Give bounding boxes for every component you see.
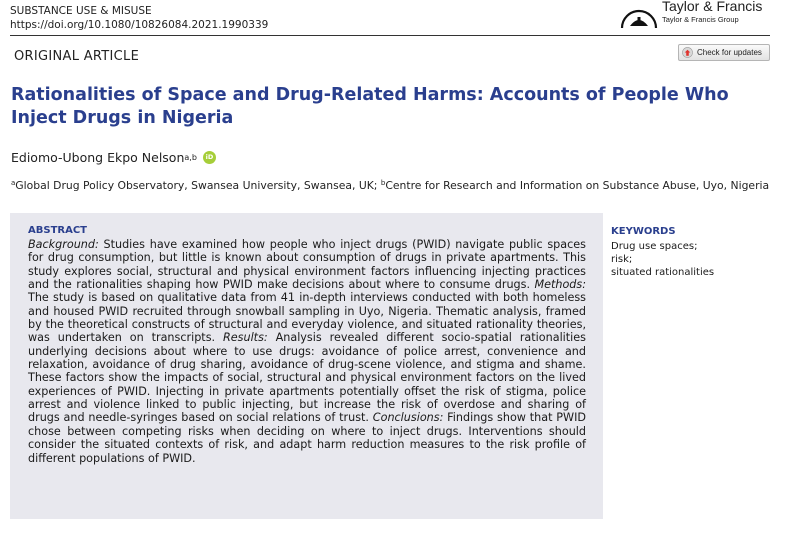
abstract-heading: ABSTRACT — [28, 225, 87, 236]
journal-name: SUBSTANCE USE & MISUSE — [10, 5, 152, 17]
keywords-heading: KEYWORDS — [611, 226, 676, 237]
check-for-updates-label: Check for updates — [697, 48, 762, 57]
keyword-item[interactable]: situated rationalities — [611, 267, 715, 278]
publisher-name: Taylor & Francis — [662, 0, 763, 14]
abstract-methods-text: The study is based on qualitative data from 41 in-depth interviews conducted with both homeless and housed PWID recruited through snowball sampling in Uyo, Nigeria. Thematic analysis, framed by the theoretical constructs of structural and everyday violence, and situated rationality theories, was undertaken on transcripts. — [28, 291, 586, 345]
keyword-item[interactable]: risk; — [611, 254, 633, 265]
abstract-results-text: Analysis revealed different socio-spatial rationalities underlying decisions about where to use drugs: avoidance of police arrest, convenience and relaxation, avoidance of drug sharing, avoidance of drug-scene violence, and stigma and shame. These factors show the impacts of social, structural and physical environment factors on the lived experiences of PWID. Injecting in private apartments potentially offset the risk of stigma, police arrest and violence linked to public injecting, but increase the risk of overdose and sharing of drugs and needle-syringes based on social relations of trust. — [28, 331, 586, 425]
affiliations — [11, 179, 769, 192]
affil-b: Centre for Research and Information on Substance Abuse, Uyo, Nigeria — [385, 179, 770, 192]
orcid-icon[interactable]: iD — [203, 151, 216, 164]
abstract-text — [28, 238, 586, 465]
abstract-background-label: Background: — [28, 238, 99, 251]
affil-mark-a: a — [11, 179, 16, 187]
abstract-conclusions-text: Findings show that PWID chose between competing risks when deciding on where to inject drugs. Interventions should consider the situated contexts of risk, and adapt harm reduction measures to the risk profile of different populations of PWID. — [28, 411, 586, 465]
abstract-box — [10, 213, 603, 519]
article-title: Rationalities of Space and Drug-Related Harms: Accounts of People Who Inject Drugs in Nigeria — [11, 85, 729, 128]
header-rule — [10, 35, 770, 36]
author-name[interactable]: Ediomo-Ubong Ekpo Nelson — [11, 150, 185, 165]
article-type: ORIGINAL ARTICLE — [14, 49, 140, 64]
abstract-methods-label: Methods: — [534, 278, 586, 292]
publisher-logo[interactable] — [620, 0, 790, 32]
publisher-group: Taylor & Francis Group — [662, 15, 739, 24]
keywords-list — [611, 240, 714, 279]
author-line — [11, 150, 216, 165]
abstract-results-label: Results: — [223, 331, 268, 345]
crossmark-icon — [682, 47, 693, 58]
keyword-item[interactable]: Drug use spaces; — [611, 241, 698, 252]
author-affil-marks: a,b — [184, 153, 197, 162]
affil-mark-b: b — [380, 179, 386, 187]
doi-link[interactable]: https://doi.org/10.1080/10826084.2021.1990339 — [10, 19, 269, 31]
abstract-background-text: Studies have examined how people who inject drugs (PWID) navigate public spaces for drug consumption, but little is known about consumption of drugs in private apartments. This study explores social, structural and physical environment factors influencing injecting practices and the rationalities shaping how PWID make decisions about where to consume drugs. — [28, 238, 586, 292]
affil-a: Global Drug Policy Observatory, Swansea University, Swansea, UK; — [15, 179, 381, 192]
abstract-conclusions-label: Conclusions: — [372, 411, 444, 425]
check-for-updates-button[interactable] — [678, 44, 770, 61]
taylor-francis-logo-icon — [620, 0, 658, 32]
